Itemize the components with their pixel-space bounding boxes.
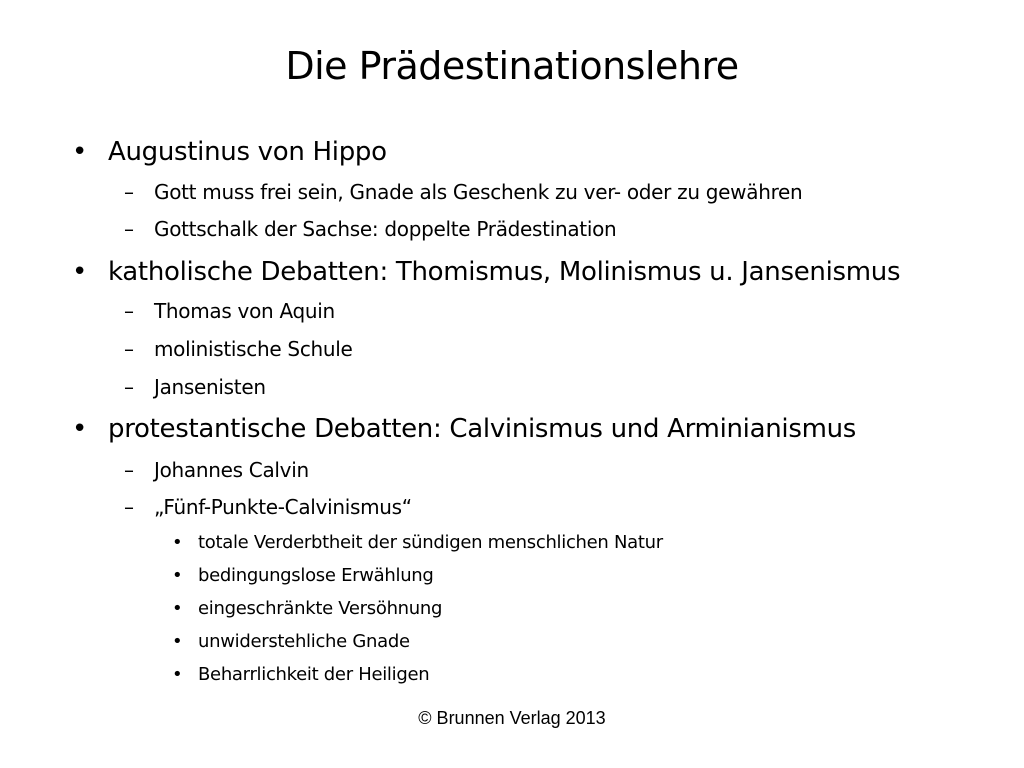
bullet-katholische-debatten: katholische Debatten: Thomismus, Molinismus u. Jansenismus [108, 257, 901, 287]
subitem-gottschalk: Gottschalk der Sachse: doppelte Prädestination [154, 217, 617, 241]
dash-marker: – [124, 180, 134, 204]
dash-marker: – [124, 495, 134, 519]
subitem-jansenisten: Jansenisten [154, 375, 266, 399]
bullet-protestantische-debatten: protestantische Debatten: Calvinismus und Arminianismus [108, 414, 857, 444]
bullet-marker: • [72, 257, 88, 287]
bullet-marker: • [72, 137, 88, 167]
slide-title: Die Prädestinationslehre [285, 44, 739, 88]
point-bedingungslose-erwaehlung: bedingungslose Erwählung [198, 565, 434, 586]
bullet-marker: • [72, 414, 88, 444]
bullet-marker: • [172, 631, 183, 652]
subitem-gott-muss-frei: Gott muss frei sein, Gnade als Geschenk zu ver- oder zu gewähren [154, 180, 803, 204]
bullet-marker: • [172, 565, 183, 586]
point-totale-verderbtheit: totale Verderbtheit der sündigen menschlichen Natur [198, 532, 663, 553]
bullet-augustinus: Augustinus von Hippo [108, 137, 387, 167]
subitem-molinistische-schule: molinistische Schule [154, 337, 353, 361]
bullet-marker: • [172, 598, 183, 619]
copyright-footer: © Brunnen Verlag 2013 [418, 708, 606, 728]
subitem-johannes-calvin: Johannes Calvin [154, 458, 309, 482]
subitem-thomas-von-aquin: Thomas von Aquin [154, 299, 335, 323]
dash-marker: – [124, 458, 134, 482]
point-eingeschraenkte-versoehnung: eingeschränkte Versöhnung [198, 598, 443, 619]
subitem-fuenf-punkte-calvinismus: „Fünf-Punkte-Calvinismus“ [154, 495, 412, 519]
dash-marker: – [124, 217, 134, 241]
bullet-marker: • [172, 532, 183, 553]
bullet-marker: • [172, 664, 183, 685]
point-unwiderstehliche-gnade: unwiderstehliche Gnade [198, 631, 410, 652]
dash-marker: – [124, 337, 134, 361]
point-beharrlichkeit: Beharrlichkeit der Heiligen [198, 664, 430, 685]
dash-marker: – [124, 375, 134, 399]
dash-marker: – [124, 299, 134, 323]
